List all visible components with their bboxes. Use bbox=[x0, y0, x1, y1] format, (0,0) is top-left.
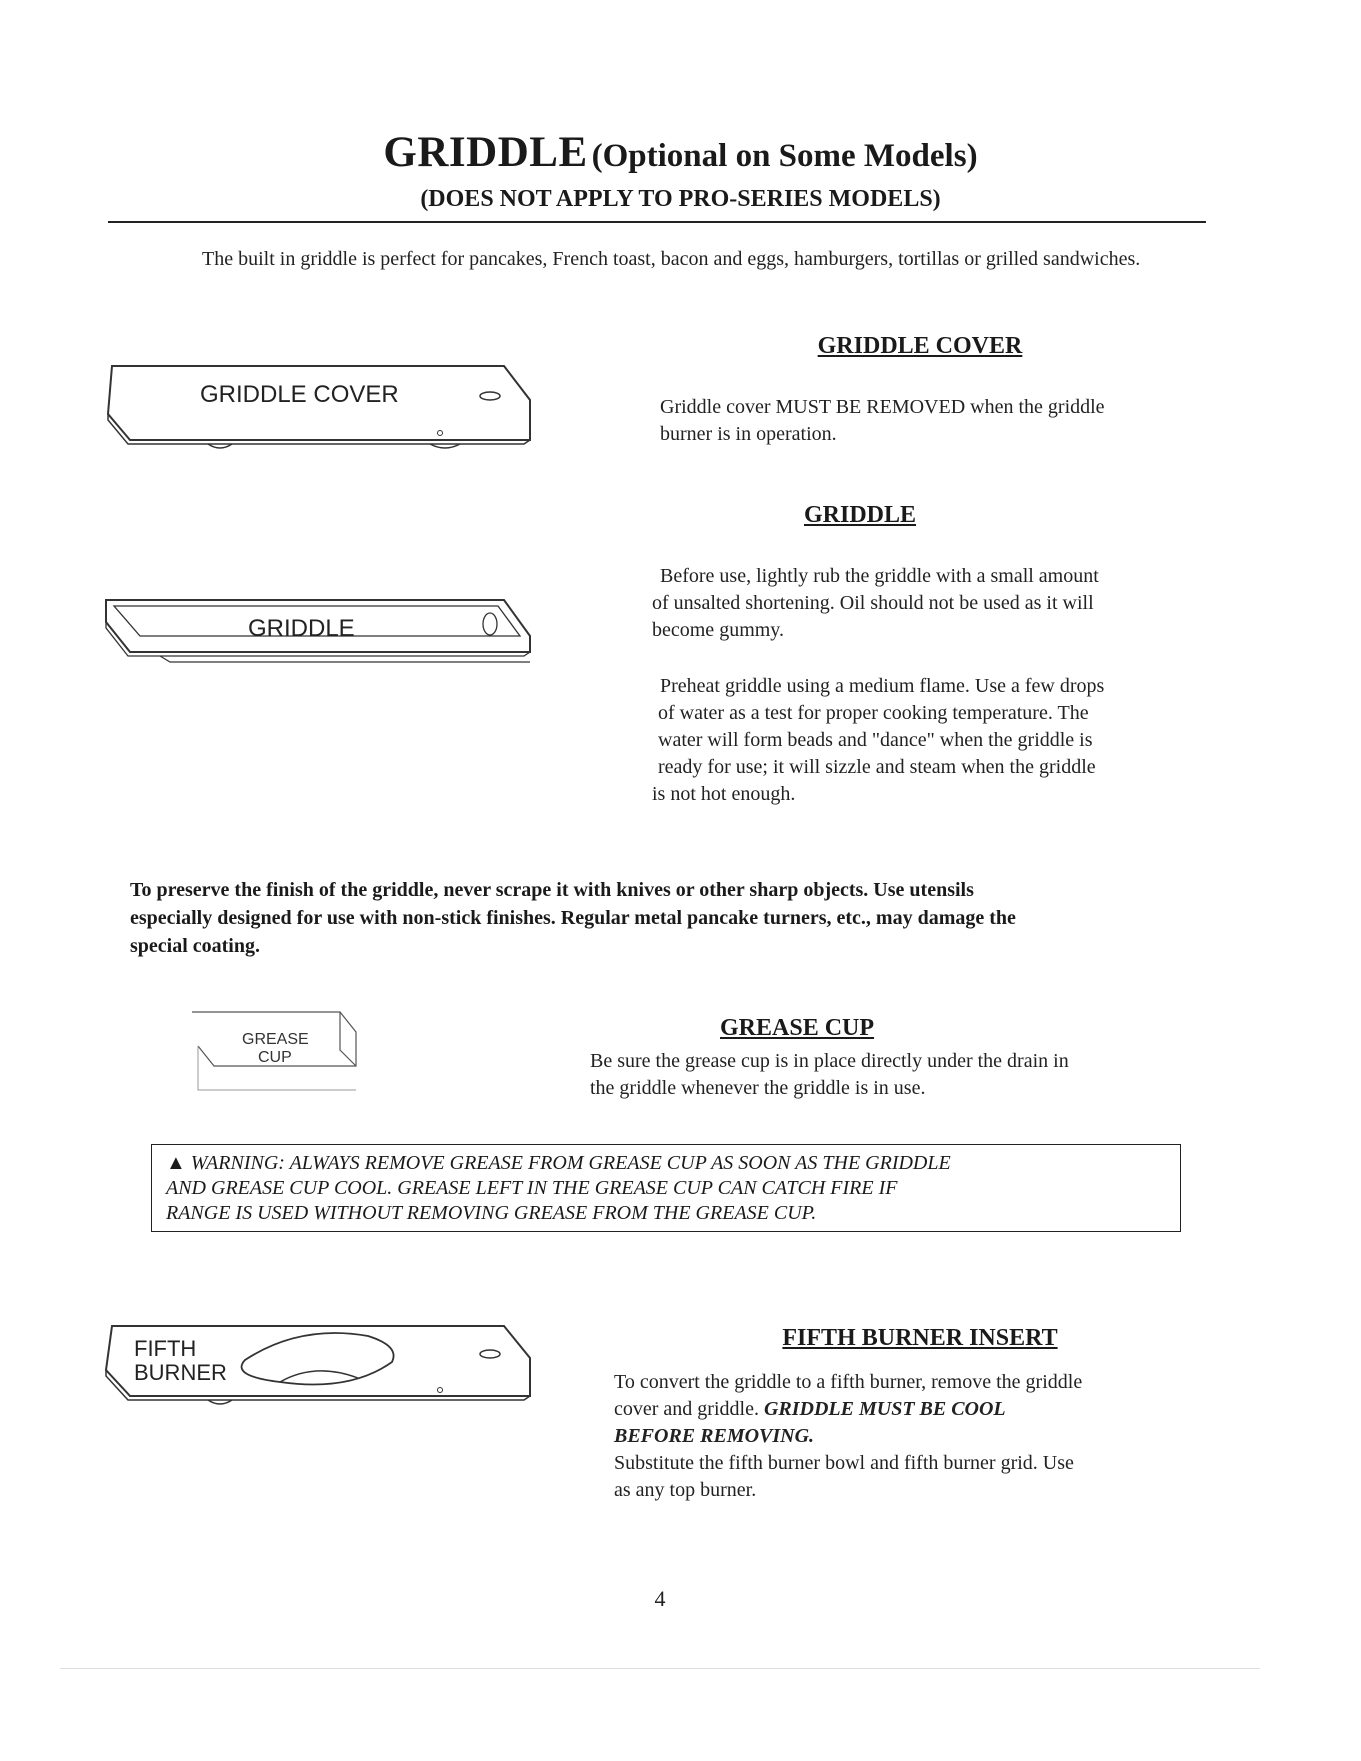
title-main: GRIDDLE bbox=[383, 129, 588, 176]
griddle-label: GRIDDLE bbox=[248, 615, 355, 642]
intro-paragraph: The built in griddle is perfect for pancakes, French toast, bacon and eggs, hamburgers, tortillas or grilled sandwiches. bbox=[202, 248, 1141, 270]
griddle-paragraph-2: Preheat griddle using a medium flame. Use a few drops of water as a test for proper cooking temperature. The water will form beads and "dance" when the griddle is ready for use; it will sizzle and steam when the griddle is not hot enough. bbox=[652, 675, 1105, 805]
handle-icon bbox=[480, 1350, 500, 1358]
griddle-cover-label: GRIDDLE COVER bbox=[200, 381, 399, 408]
scan-edge bbox=[60, 1668, 1260, 1669]
warning-box bbox=[151, 1144, 1181, 1232]
griddle-cover-line1: Griddle cover MUST BE REMOVED when the griddle bbox=[660, 396, 1105, 418]
grease-cup-heading: GREASE CUP bbox=[720, 1015, 875, 1041]
burner-bowl-icon bbox=[242, 1333, 394, 1385]
fifth-burner-heading: FIFTH BURNER INSERT bbox=[782, 1325, 1058, 1351]
griddle-cover-line2: burner is in operation. bbox=[660, 423, 837, 445]
fifth-burner-label-2: BURNER bbox=[134, 1360, 227, 1385]
title-subtitle: (Optional on Some Models) bbox=[591, 138, 978, 174]
griddle-cover-text bbox=[660, 394, 1220, 448]
griddle-heading: GRIDDLE bbox=[803, 502, 917, 528]
grease-cup-label-2: CUP bbox=[258, 1049, 292, 1066]
griddle-cover-illustration bbox=[100, 360, 540, 460]
warning-line1: WARNING: ALWAYS REMOVE GREASE FROM GREASE CUP AS SOON AS THE GRIDDLE bbox=[190, 1152, 951, 1174]
griddle-illustration bbox=[100, 592, 540, 672]
fifth-burner-text: To convert the griddle to a fifth burner, remove the griddle cover and griddle. GRIDDLE MUST BE COOL BEFORE REMOVING. Substitute the fifth burner bowl and fifth burner grid. Use as any top burner. bbox=[614, 1371, 1083, 1501]
header-rule bbox=[108, 221, 1206, 223]
griddle-paragraph-1: Before use, lightly rub the griddle with a small amount of unsalted shortening. Oil should not be used as it will become gummy. bbox=[652, 565, 1099, 641]
title-note: (DOES NOT APPLY TO PRO-SERIES MODELS) bbox=[420, 186, 941, 212]
fifth-burner-label-1: FIFTH bbox=[134, 1336, 197, 1361]
griddle-cover-heading: GRIDDLE COVER bbox=[817, 333, 1023, 359]
fifth-burner-illustration bbox=[100, 1318, 540, 1418]
page-number: 4 bbox=[654, 1586, 666, 1611]
handle-icon bbox=[480, 392, 500, 400]
warning-icon: ▲ bbox=[166, 1152, 186, 1174]
grease-cup-illustration bbox=[190, 1010, 370, 1100]
page-title bbox=[0, 128, 1361, 177]
finish-notice: To preserve the finish of the griddle, never scrape it with knives or other sharp objects. Use utensils especially designed for use with non-stick finishes. Regular metal pancake turners, etc., may damage the special coating. bbox=[130, 879, 1016, 957]
grease-cup-label-1: GREASE bbox=[242, 1031, 309, 1048]
warning-text bbox=[166, 1151, 1166, 1226]
drain-icon bbox=[483, 613, 497, 635]
grease-cup-text: Be sure the grease cup is in place directly under the drain in the griddle whenever the griddle is in use. bbox=[590, 1050, 1069, 1099]
warning-line2: AND GREASE CUP COOL. GREASE LEFT IN THE GREASE CUP CAN CATCH FIRE IF bbox=[166, 1177, 898, 1199]
warning-line3: RANGE IS USED WITHOUT REMOVING GREASE FROM THE GREASE CUP. bbox=[166, 1202, 817, 1224]
